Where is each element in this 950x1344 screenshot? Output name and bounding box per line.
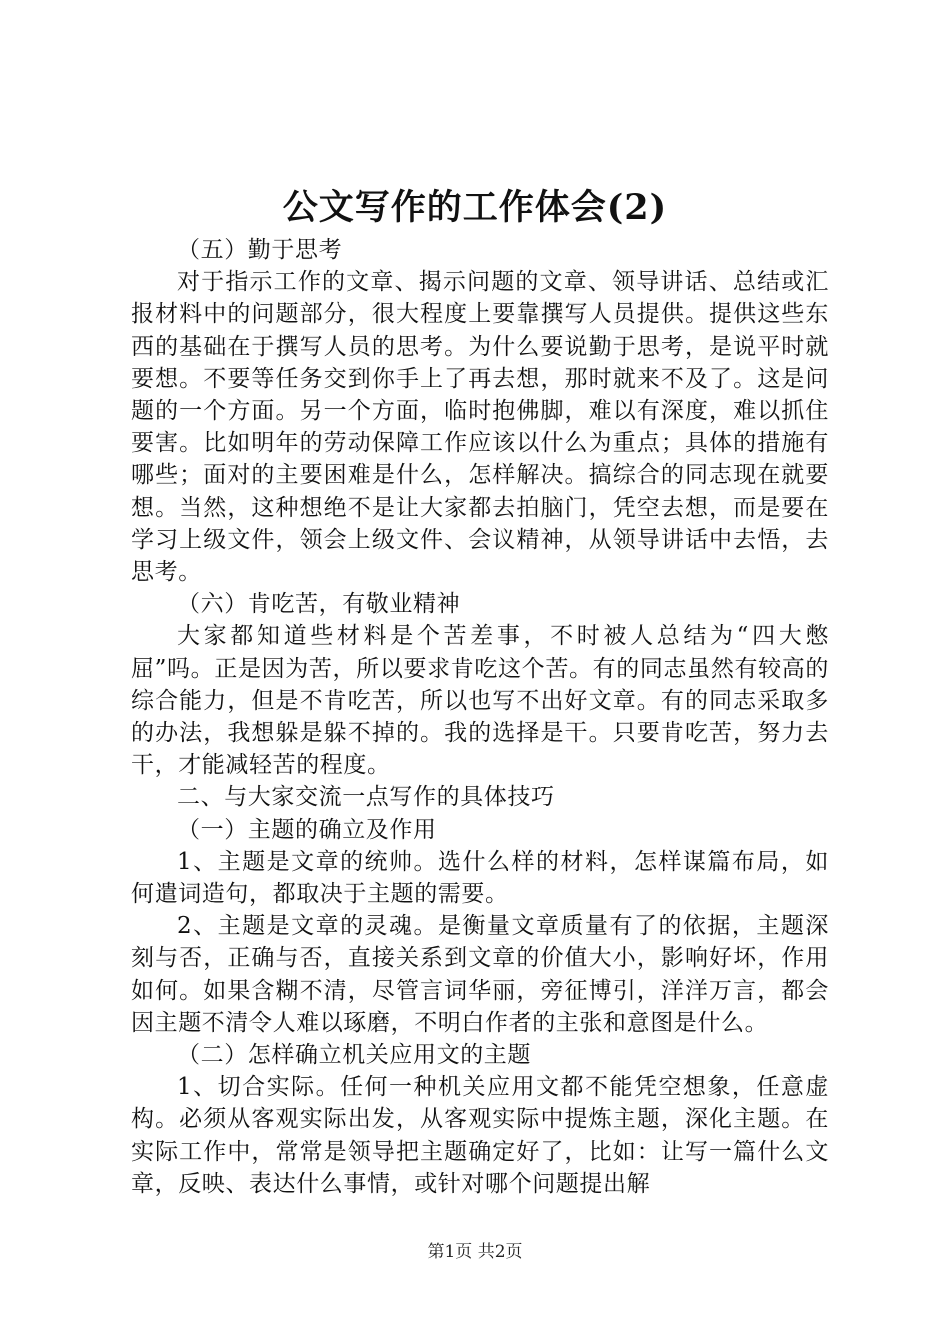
paragraph: 1、主题是文章的统帅。选什么样的材料，怎样谋篇布局，如何遣词造句，都取决于主题的需要。 [131, 848, 829, 908]
chapter-heading-2: 二、与大家交流一点写作的具体技巧 [177, 784, 555, 811]
page-footer: 第1页 共2页 [427, 1242, 523, 1262]
section-heading-6: （六）肯吃苦，有敬业精神 [177, 591, 461, 618]
section-heading-2: （二）怎样确立机关应用文的主题 [177, 1042, 531, 1069]
section-heading-5: （五）勤于思考 [177, 237, 343, 263]
section-heading-1: （一）主题的确立及作用 [177, 816, 437, 843]
paragraph: 1、切合实际。任何一种机关应用文都不能凭空想象，任意虚构。必须从客观实际出发，从客观实际中提炼主题，深化主题。在实际工作中，常常是领导把主题确定好了，比如：让写一篇什么文章，反映、表达什么事情，或针对哪个问题提出解 [131, 1074, 829, 1197]
paragraph: 对于指示工作的文章、揭示问题的文章、领导讲话、总结或汇报材料中的问题部分，很大程度上要靠撰写人员提供。提供这些东西的基础在于撰写人员的思考。为什么要说勤于思考，是说平时就要想。不要等任务交到你手上了再去想，那时就来不及了。这是问题的一个方面。另一个方面，临时抱佛脚，难以有深度，难以抓住要害。比如明年的劳动保障工作应该以什么为重点；具体的措施有哪些；面对的主要困难是什么，怎样解决。搞综合的同志现在就要想。当然，这种想绝不是让大家都去拍脑门，凭空去想，而是要在学习上级文件，领会上级文件、会议精神，从领导讲话中去悟，去思考。 [131, 269, 829, 586]
document-body [131, 234, 829, 1200]
document-title: 公文写作的工作体会(2) [282, 187, 668, 228]
paragraph: 大家都知道些材料是个苦差事，不时被人总结为“四大憋屈”吗。正是因为苦，所以要求肯吃这个苦。有的同志虽然有较高的综合能力，但是不肯吃苦，所以也写不出好文章。有的同志采取多的办法，我想躲是躲不掉的。我的选择是干。只要肯吃苦，努力去干，才能减轻苦的程度。 [131, 623, 829, 779]
paragraph: 2、主题是文章的灵魂。是衡量文章质量有了的依据，主题深刻与否，正确与否，直接关系到文章的价值大小，影响好坏，作用如何。如果含糊不清，尽管言词华丽，旁征博引，洋洋万言，都会因主题不清令人难以琢磨，不明白作者的主张和意图是什么。 [131, 913, 829, 1036]
